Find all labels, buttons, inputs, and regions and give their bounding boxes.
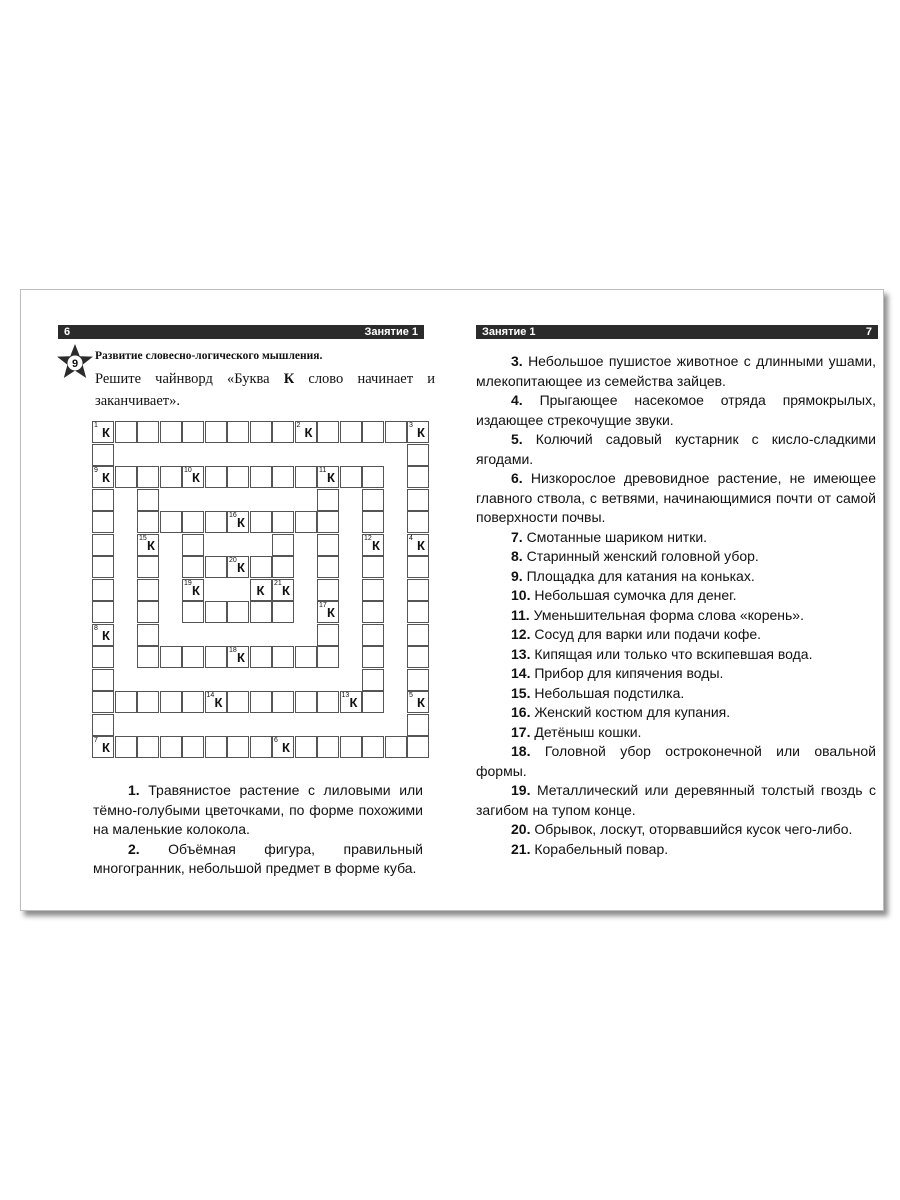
grid-cell[interactable] xyxy=(317,534,339,556)
cell-letter: К xyxy=(147,537,155,553)
grid-cell[interactable] xyxy=(317,646,339,668)
cell-letter: К xyxy=(237,560,245,575)
grid-cell[interactable] xyxy=(137,466,159,488)
cell-number: 4 xyxy=(409,534,413,542)
grid-cell[interactable] xyxy=(407,421,429,443)
task-number: 9 xyxy=(71,358,79,370)
cell-number: 5 xyxy=(409,692,413,699)
grid-cell[interactable] xyxy=(182,534,204,556)
clue-text: Небольшая подстилка. xyxy=(534,684,685,701)
clue-number: 15. xyxy=(511,684,531,701)
grid-cell[interactable] xyxy=(340,466,362,488)
cell-letter: К xyxy=(349,695,358,710)
grid-cell[interactable] xyxy=(160,646,182,668)
grid-cell[interactable] xyxy=(227,511,249,533)
grid-cell[interactable] xyxy=(92,691,114,713)
clue-text: Смотанные шариком нитки. xyxy=(526,528,708,545)
grid-cell[interactable] xyxy=(227,601,249,623)
left-page xyxy=(21,290,452,910)
grid-cell[interactable] xyxy=(340,736,362,758)
grid-cell[interactable] xyxy=(182,511,204,533)
grid-cell[interactable] xyxy=(205,556,227,578)
clue-number: 10. xyxy=(511,587,531,603)
grid-cell[interactable] xyxy=(205,646,227,668)
cell-number: 17 xyxy=(319,602,327,609)
grid-cell[interactable] xyxy=(137,489,159,511)
right-clues xyxy=(476,352,876,859)
grid-cell[interactable] xyxy=(317,466,339,488)
clue-number: 4. xyxy=(511,392,523,408)
grid-cell[interactable] xyxy=(182,736,204,758)
clue-text: Старинный женский головной убор. xyxy=(526,548,759,564)
grid-cell[interactable] xyxy=(92,646,114,668)
cell-letter: К xyxy=(192,582,200,598)
clue-item xyxy=(476,586,876,606)
cell-number: 1 xyxy=(94,422,98,429)
grid-cell[interactable] xyxy=(295,646,317,668)
clue-item xyxy=(476,664,876,684)
grid-cell[interactable] xyxy=(250,579,272,601)
grid-cell[interactable] xyxy=(182,556,204,578)
grid-cell[interactable] xyxy=(137,691,159,713)
clue-number: 17. xyxy=(511,723,531,740)
grid-cell[interactable] xyxy=(137,736,159,758)
clue-number: 2. xyxy=(128,840,140,857)
grid-cell[interactable] xyxy=(407,601,429,623)
cell-letter: К xyxy=(304,425,313,440)
clue-text: Металлический или деревянный толстый гвоздь с загибом на тупом конце. xyxy=(476,782,877,818)
task-text-before: Решите чайнворд «Буква xyxy=(95,371,284,387)
right-header-bar xyxy=(476,325,878,339)
cell-number: 11 xyxy=(319,467,327,474)
clue-number: 21. xyxy=(511,840,531,857)
grid-cell[interactable] xyxy=(92,444,114,466)
clue-item xyxy=(476,703,876,723)
grid-cell[interactable] xyxy=(407,714,429,736)
cell-number: 15 xyxy=(139,534,147,542)
grid-cell[interactable] xyxy=(250,601,272,623)
grid-cell[interactable] xyxy=(385,736,407,758)
grid-cell[interactable] xyxy=(295,466,317,488)
cell-number: 9 xyxy=(94,467,98,474)
clue-item xyxy=(93,781,423,840)
grid-cell[interactable] xyxy=(227,421,249,443)
grid-cell[interactable] xyxy=(92,601,114,623)
grid-cell[interactable] xyxy=(295,511,317,533)
grid-cell[interactable] xyxy=(160,691,182,713)
cell-letter: К xyxy=(417,695,425,710)
clue-text: Низкорослое древовидное растение, не имеющее главного ствола, с ветвями, начинающимися почти от самой поверхности почвы. xyxy=(476,470,876,525)
grid-cell[interactable] xyxy=(137,511,159,533)
cell-letter: К xyxy=(417,537,425,553)
grid-cell[interactable] xyxy=(362,466,384,488)
cell-number: 3 xyxy=(409,422,413,429)
grid-cell[interactable] xyxy=(407,511,429,533)
cell-letter: К xyxy=(102,470,110,485)
grid-cell[interactable] xyxy=(407,444,429,466)
grid-cell[interactable] xyxy=(407,466,429,488)
clue-number: 5. xyxy=(511,431,523,447)
grid-cell[interactable] xyxy=(272,421,294,443)
grid-cell[interactable] xyxy=(362,691,384,713)
clue-number: 12. xyxy=(511,626,531,642)
clue-text: Небольшая сумочка для денег. xyxy=(534,587,737,603)
clue-text: Объёмная фигура, правильный многогранник, небольшой предмет в форме куба. xyxy=(93,840,423,876)
grid-cell[interactable] xyxy=(182,421,204,443)
grid-cell[interactable] xyxy=(272,556,294,578)
right-lesson-label: Занятие 1 xyxy=(482,326,536,338)
clue-number: 8. xyxy=(511,548,523,564)
cell-number: 6 xyxy=(274,737,278,744)
grid-cell[interactable] xyxy=(182,466,204,488)
clue-text: Прибор для кипячения воды. xyxy=(534,665,724,681)
grid-cell[interactable] xyxy=(92,714,114,736)
cell-letter: К xyxy=(214,695,223,710)
grid-cell[interactable] xyxy=(92,669,114,691)
clue-text: Головной убор остроконечной или овальной формы. xyxy=(476,743,876,779)
grid-cell[interactable] xyxy=(272,691,294,713)
grid-cell[interactable] xyxy=(160,421,182,443)
clue-number: 1. xyxy=(128,782,140,798)
clue-item xyxy=(476,352,876,391)
cell-number: 10 xyxy=(184,467,192,474)
cell-letter: К xyxy=(102,740,110,755)
clue-item xyxy=(476,781,876,820)
cell-letter: К xyxy=(192,470,200,485)
grid-cell[interactable] xyxy=(92,579,114,601)
left-lesson-label: Занятие 1 xyxy=(364,326,418,338)
grid-cell[interactable] xyxy=(92,421,114,443)
grid-cell[interactable] xyxy=(362,624,384,646)
grid-cell[interactable] xyxy=(407,691,429,713)
grid-cell[interactable] xyxy=(340,421,362,443)
clue-text: Травянистое растение с лиловыми или тёмно-голубыми цветочками, по форме похожими на маленькие колокола. xyxy=(93,782,424,837)
grid-cell[interactable] xyxy=(317,691,339,713)
right-page xyxy=(452,290,883,910)
grid-cell[interactable] xyxy=(385,421,407,443)
grid-cell[interactable] xyxy=(362,534,384,556)
grid-cell[interactable] xyxy=(182,691,204,713)
grid-cell[interactable] xyxy=(92,511,114,533)
grid-cell[interactable] xyxy=(227,466,249,488)
right-page-number: 7 xyxy=(865,326,872,338)
clue-number: 11. xyxy=(511,606,530,623)
grid-cell[interactable] xyxy=(317,511,339,533)
grid-cell[interactable] xyxy=(205,421,227,443)
cell-number: 2 xyxy=(296,422,301,429)
grid-cell[interactable] xyxy=(317,624,339,646)
clue-text: Уменьшительная форма слова «корень». xyxy=(533,606,804,623)
grid-cell[interactable] xyxy=(317,421,339,443)
grid-cell[interactable] xyxy=(92,489,114,511)
grid-cell[interactable] xyxy=(227,736,249,758)
clue-item xyxy=(476,528,876,548)
grid-cell[interactable] xyxy=(205,691,227,713)
grid-cell[interactable] xyxy=(272,736,294,758)
grid-cell[interactable] xyxy=(227,556,249,578)
clue-text: Прыгающее насекомое отряда прямокрылых, издающее стрекочущие звуки. xyxy=(476,392,877,428)
grid-cell[interactable] xyxy=(115,421,137,443)
grid-cell[interactable] xyxy=(92,466,114,488)
grid-cell[interactable] xyxy=(227,691,249,713)
cell-number: 19 xyxy=(184,579,192,587)
left-clues xyxy=(93,781,423,879)
cell-letter: К xyxy=(237,515,245,530)
task-star-icon xyxy=(56,343,94,381)
grid-cell[interactable] xyxy=(250,691,272,713)
grid-cell[interactable] xyxy=(317,556,339,578)
grid-cell[interactable] xyxy=(205,511,227,533)
grid-cell[interactable] xyxy=(250,556,272,578)
clue-text: Сосуд для варки или подачи кофе. xyxy=(534,626,762,642)
grid-cell[interactable] xyxy=(227,646,249,668)
grid-cell[interactable] xyxy=(340,691,362,713)
clue-item xyxy=(476,606,876,626)
grid-cell[interactable] xyxy=(137,601,159,623)
cell-number: 18 xyxy=(229,647,237,654)
grid-cell[interactable] xyxy=(317,736,339,758)
grid-cell[interactable] xyxy=(92,624,114,646)
clue-number: 6. xyxy=(511,470,523,486)
grid-cell[interactable] xyxy=(272,511,294,533)
grid-cell[interactable] xyxy=(272,646,294,668)
clue-item xyxy=(476,625,876,645)
grid-cell[interactable] xyxy=(250,421,272,443)
cell-letter: К xyxy=(256,582,265,598)
grid-cell[interactable] xyxy=(137,624,159,646)
grid-cell[interactable] xyxy=(137,646,159,668)
grid-cell[interactable] xyxy=(137,556,159,578)
grid-cell[interactable] xyxy=(407,646,429,668)
grid-cell[interactable] xyxy=(92,534,114,556)
cell-letter: К xyxy=(327,470,335,485)
cell-letter: К xyxy=(282,582,290,598)
clue-item xyxy=(476,820,876,840)
left-page-number: 6 xyxy=(64,326,71,338)
cell-letter: К xyxy=(102,627,110,643)
clue-item xyxy=(476,723,876,743)
clue-number: 3. xyxy=(511,353,523,369)
clue-number: 7. xyxy=(511,528,523,545)
grid-cell[interactable] xyxy=(250,736,272,758)
clue-text: Площадка для катания на коньках. xyxy=(526,567,755,584)
grid-cell[interactable] xyxy=(317,579,339,601)
grid-cell[interactable] xyxy=(407,669,429,691)
clue-item xyxy=(476,684,876,704)
grid-cell[interactable] xyxy=(115,466,137,488)
clue-text: Кипящая или только что вскипевшая вода. xyxy=(534,645,813,662)
grid-cell[interactable] xyxy=(362,489,384,511)
grid-cell[interactable] xyxy=(362,511,384,533)
cell-number: 14 xyxy=(206,692,215,699)
clue-text: Женский костюм для купания. xyxy=(534,704,731,720)
grid-cell[interactable] xyxy=(160,736,182,758)
grid-cell[interactable] xyxy=(362,601,384,623)
cell-letter: К xyxy=(372,537,380,553)
clue-number: 9. xyxy=(511,567,523,584)
task-description xyxy=(95,368,435,412)
clue-item xyxy=(476,469,876,528)
grid-cell[interactable] xyxy=(250,646,272,668)
grid-cell[interactable] xyxy=(205,601,227,623)
grid-cell[interactable] xyxy=(407,489,429,511)
grid-cell[interactable] xyxy=(137,421,159,443)
cell-number: 12 xyxy=(364,534,372,542)
grid-cell[interactable] xyxy=(317,601,339,623)
clue-text: Детёныш кошки. xyxy=(534,723,642,740)
clue-number: 16. xyxy=(511,704,531,720)
grid-cell[interactable] xyxy=(407,534,429,556)
clue-item xyxy=(476,430,876,469)
clue-number: 13. xyxy=(511,645,531,662)
grid-cell[interactable] xyxy=(160,466,182,488)
grid-cell[interactable] xyxy=(272,466,294,488)
grid-cell[interactable] xyxy=(182,579,204,601)
clue-item xyxy=(476,391,876,430)
grid-cell[interactable] xyxy=(250,511,272,533)
grid-cell[interactable] xyxy=(272,601,294,623)
cell-letter: К xyxy=(102,425,110,440)
grid-cell[interactable] xyxy=(272,534,294,556)
cell-number: 8 xyxy=(94,624,98,632)
cell-number: 21 xyxy=(274,579,282,587)
grid-cell[interactable] xyxy=(362,556,384,578)
cell-number: 7 xyxy=(94,737,98,744)
cell-letter: К xyxy=(237,650,245,665)
grid-cell[interactable] xyxy=(160,511,182,533)
grid-cell[interactable] xyxy=(362,646,384,668)
chainword-grid xyxy=(92,421,425,761)
cell-letter: К xyxy=(327,605,335,620)
left-header-bar xyxy=(58,325,424,339)
grid-cell[interactable] xyxy=(407,556,429,578)
grid-cell[interactable] xyxy=(295,421,317,443)
grid-cell[interactable] xyxy=(92,556,114,578)
clue-text: Небольшое пушистое животное с длинными ушами, млекопитающее из семейства зайцев. xyxy=(476,353,876,389)
clue-item xyxy=(476,840,876,860)
grid-cell[interactable] xyxy=(295,691,317,713)
grid-cell[interactable] xyxy=(92,736,114,758)
grid-cell[interactable] xyxy=(137,534,159,556)
clue-item xyxy=(476,742,876,781)
grid-cell[interactable] xyxy=(362,579,384,601)
grid-cell[interactable] xyxy=(407,579,429,601)
clue-item xyxy=(476,547,876,567)
cell-number: 16 xyxy=(229,512,237,519)
clue-item xyxy=(476,645,876,665)
clue-number: 18. xyxy=(511,743,531,759)
grid-cell[interactable] xyxy=(407,736,429,758)
task-title: Развитие словесно-логического мышления. xyxy=(95,350,323,362)
book-spread xyxy=(20,289,884,911)
cell-letter: К xyxy=(282,740,290,755)
cell-letter: К xyxy=(417,425,425,440)
grid-cell[interactable] xyxy=(272,579,294,601)
grid-cell[interactable] xyxy=(182,646,204,668)
task-text-after: слово начинает и заканчивает». xyxy=(95,371,435,409)
grid-cell[interactable] xyxy=(362,669,384,691)
grid-cell[interactable] xyxy=(137,579,159,601)
cell-number: 13 xyxy=(341,692,350,699)
clue-item xyxy=(93,840,423,879)
grid-cell[interactable] xyxy=(115,736,137,758)
clue-number: 20. xyxy=(511,821,531,837)
grid-cell[interactable] xyxy=(295,736,317,758)
grid-cell[interactable] xyxy=(182,601,204,623)
cell-number: 20 xyxy=(229,557,237,564)
clue-text: Корабельный повар. xyxy=(534,840,669,857)
grid-cell[interactable] xyxy=(205,466,227,488)
clue-text: Обрывок, лоскут, оторвавшийся кусок чего-либо. xyxy=(534,821,853,837)
grid-cell[interactable] xyxy=(115,691,137,713)
clue-number: 14. xyxy=(511,665,531,681)
task-text-bold: К xyxy=(283,371,295,387)
grid-cell[interactable] xyxy=(317,489,339,511)
grid-cell[interactable] xyxy=(362,736,384,758)
clue-item xyxy=(476,567,876,587)
grid-cell[interactable] xyxy=(250,466,272,488)
clue-number: 19. xyxy=(511,782,531,798)
grid-cell[interactable] xyxy=(205,736,227,758)
clue-text: Колючий садовый кустарник с кисло-сладкими ягодами. xyxy=(476,431,876,467)
grid-cell[interactable] xyxy=(407,624,429,646)
grid-cell[interactable] xyxy=(362,421,384,443)
